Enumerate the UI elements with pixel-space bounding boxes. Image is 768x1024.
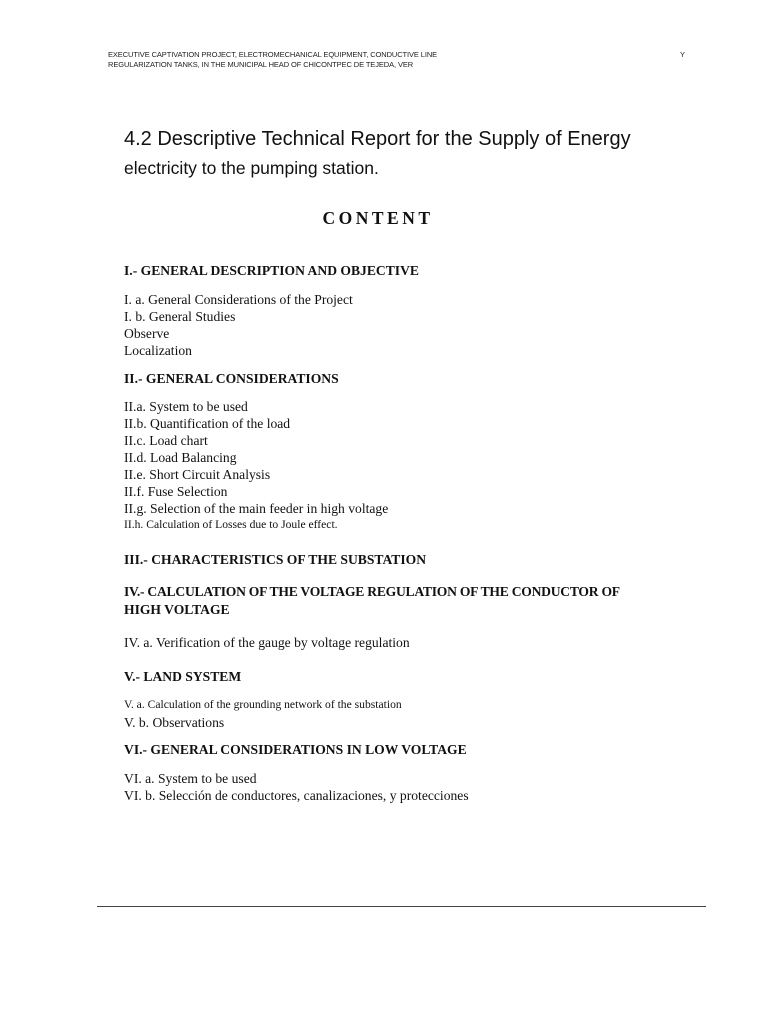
report-title-line-1: 4.2 Descriptive Technical Report for the Supply of Energy xyxy=(124,128,631,150)
toc-item: V. a. Calculation of the grounding network of the substation xyxy=(124,698,402,711)
header-line-2: REGULARIZATION TANKS, IN THE MUNICIPAL HEAD OF CHICONTPEC DE TEJEDA, VER xyxy=(108,60,414,69)
section-heading-v: V.- LAND SYSTEM xyxy=(124,669,242,684)
toc-item: Observe xyxy=(124,326,170,341)
toc-item: II.g. Selection of the main feeder in high voltage xyxy=(124,501,389,516)
toc-item: I. b. General Studies xyxy=(124,309,236,324)
header-line-1: EXECUTIVE CAPTIVATION PROJECT, ELECTROMECHANICAL EQUIPMENT, CONDUCTIVE LINE xyxy=(108,50,438,59)
section-heading-iii: III.- CHARACTERISTICS OF THE SUBSTATION xyxy=(124,552,427,567)
toc-item: II.h. Calculation of Losses due to Joule effect. xyxy=(124,518,338,531)
toc-item: Localization xyxy=(124,343,192,358)
toc-item: IV. a. Verification of the gauge by voltage regulation xyxy=(124,635,410,650)
toc-item: V. b. Observations xyxy=(124,715,225,730)
toc-item: VI. a. System to be used xyxy=(124,771,257,786)
toc-item: II.b. Quantification of the load xyxy=(124,416,291,431)
toc-item: II.f. Fuse Selection xyxy=(124,484,228,499)
report-title-line-2: electricity to the pumping station. xyxy=(124,158,379,178)
toc-item: VI. b. Selección de conductores, canalizaciones, y protecciones xyxy=(124,788,469,803)
section-heading-ii: II.- GENERAL CONSIDERATIONS xyxy=(124,371,339,386)
toc-item: II.c. Load chart xyxy=(124,433,208,448)
toc-item: I. a. General Considerations of the Project xyxy=(124,292,353,307)
toc-item: II.d. Load Balancing xyxy=(124,450,237,465)
section-heading-vi: VI.- GENERAL CONSIDERATIONS IN LOW VOLTAGE xyxy=(124,742,467,757)
footer-rule xyxy=(97,906,706,907)
toc-item: II.a. System to be used xyxy=(124,399,248,414)
content-heading: CONTENT xyxy=(322,208,434,228)
header-mark: Y xyxy=(680,50,686,59)
section-heading-iv-continued: HIGH VOLTAGE xyxy=(124,602,230,617)
section-heading-iv: IV.- CALCULATION OF THE VOLTAGE REGULATION OF THE CONDUCTOR OF xyxy=(124,584,620,599)
toc-item: II.e. Short Circuit Analysis xyxy=(124,467,271,482)
section-heading-i: I.- GENERAL DESCRIPTION AND OBJECTIVE xyxy=(124,263,419,278)
